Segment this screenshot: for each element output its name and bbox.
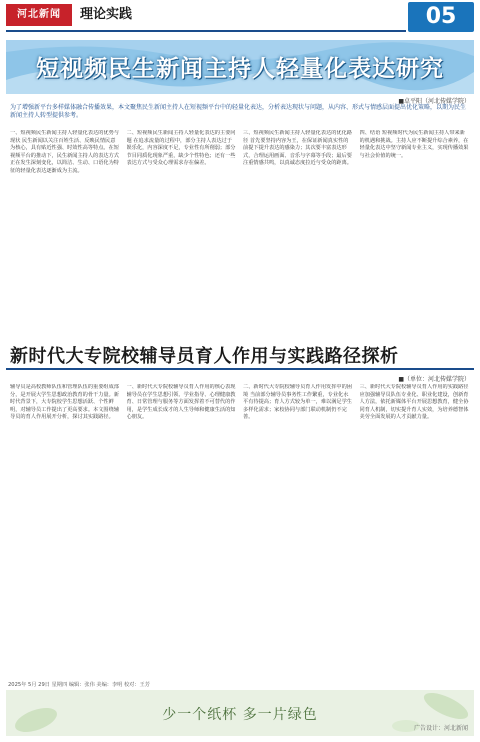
ad-credit: 广告设计：河北新闻 [413, 725, 468, 732]
article2-title-rule [6, 368, 474, 370]
article2-column-3: 二、新时代大专院校辅导员育人作用发挥中的困境 当前部分辅导员事务性工作繁重，专业化水平有待提高；育人方式较为单一，难以满足学生多样化需求；家校协同与部门联动机制仍不完善。 [243, 384, 352, 421]
article1-column-1: 一、短视频民生新闻主持人轻量化表达的优势与现状 民生新闻以关注百姓生活、反映民情民意为核心，具有贴近性强、时效性高等特点。在短视频平台的推动下，民生新闻主持人的表达方式正在发生深刻变化，以简洁、生动、口语化为特征的轻量化表达逐渐成为主流。 [10, 130, 119, 174]
section-title: 理论实践 [80, 7, 133, 22]
article1-column-2: 二、短视频民生新闻主持人轻量化表达的主要问题 在追求流量的过程中，部分主持人表达过于娱乐化，内容深度不足，专业性有所削弱；部分节目同质化现象严重，缺少个性特色；还有一些表达方式与受众心理需求存在偏差。 [126, 130, 236, 167]
article1-column-4: 四、结语 短视频时代为民生新闻主持人带来新的机遇和挑战。主持人应不断提升综合素养，在轻量化表达中坚守新闻专业主义，实现传播效果与社会价值的统一。 [359, 130, 469, 159]
article2-title: 新时代大专院校辅导员育人作用与实践路径探析 [10, 346, 399, 367]
article2-title-banner [6, 340, 474, 372]
page-info-line: 2025年 5月 29日 星期四 编辑：张伟 美编：李明 校对：王芳 [8, 682, 150, 688]
ad-slogan: 少一个纸杯 多一片绿色 [162, 707, 318, 723]
article2-column-2: 一、新时代大专院校辅导员育人作用的核心表现 辅导员在学生思想引领、学业指导、心理健康教育、日常管理与服务等方面发挥着不可替代的作用，是学生成长成才的人生导师和健康生活的知心朋友。 [126, 384, 236, 421]
page-header [0, 0, 480, 40]
article1-author: ■卓平阳（河北传媒学院） [398, 98, 470, 105]
article1-title-banner [6, 40, 474, 94]
public-service-ad [6, 690, 474, 736]
article2-column-4: 三、新时代大专院校辅导员育人作用的实践路径 应加强辅导员队伍专业化、职业化建设，创新育人方法，依托新媒体平台开展思想教育，健全协同育人机制，切实提升育人实效，为培养德智体美劳全面发展的人才贡献力量。 [359, 384, 469, 421]
article2-author: ■（单位：河北传媒学院） [398, 376, 470, 383]
article1-abstract: 为了增强新平台多样媒体融合传播效果，本文聚焦民生新闻主持人在短视频平台中的轻量化表达，分析表达现状与问题，从内容、形式与情感层面提出优化策略，以期为民生新闻主持人转型提供参考。 [10, 104, 467, 120]
article1-body [10, 130, 470, 338]
page-number: 05 [408, 2, 474, 32]
article2-body [10, 384, 470, 686]
article1-title: 短视频民生新闻主持人轻量化表达研究 [36, 56, 444, 82]
header-rule [6, 30, 406, 32]
article2-column-1: 辅导员是高校教师队伍和管理队伍的重要组成部分，是开展大学生思想政治教育的骨干力量。新时代背景下，大专院校学生思想活跃、个性鲜明，对辅导员工作提出了更高要求。本文围绕辅导员的育人作用展开分析，探讨其实践路径。 [10, 384, 119, 421]
article1-column-3: 三、短视频民生新闻主持人轻量化表达的优化路径 首先要坚持内容为王，在保证新闻真实性的前提下提升表达的感染力；其次要丰富表达形式，合理运用画面、音乐与字幕等手段；最后要注重情感共鸣，以真诚态度拉近与受众的距离。 [243, 130, 352, 167]
newspaper-masthead: 河北新闻 [6, 4, 72, 26]
